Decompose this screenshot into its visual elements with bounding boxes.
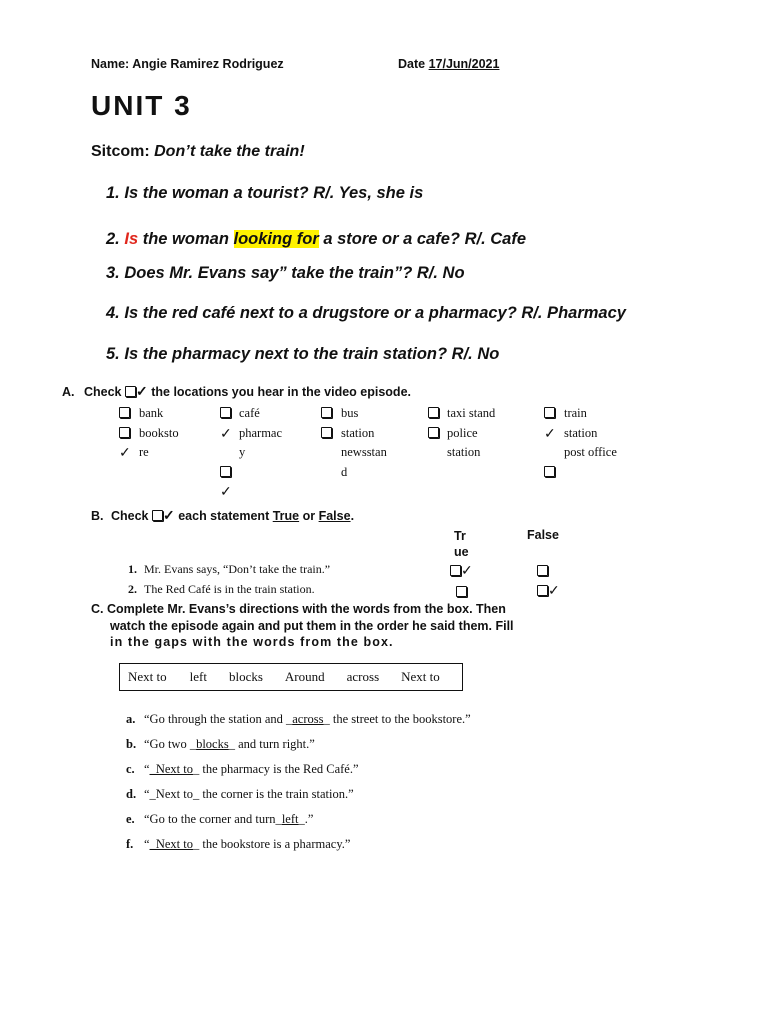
checkbox-icon[interactable] [119, 427, 130, 438]
checkmark-icon: ✓ [163, 507, 175, 523]
question-text: Is the woman a tourist? R/. Yes, she is [124, 184, 424, 202]
item-text: “Go two _ [144, 737, 197, 751]
location-label: station [341, 425, 375, 440]
checkbox-icon[interactable] [220, 466, 231, 477]
sitcom-label: Sitcom: [91, 143, 150, 160]
name-label: Name: [91, 57, 130, 71]
statement-text: Mr. Evans says, “Don’t take the train.” [144, 562, 331, 576]
item-text: “ [144, 837, 150, 851]
question-number: 2. [106, 230, 120, 248]
question-number: 3. [106, 264, 120, 282]
word-box [119, 663, 463, 691]
location-label: café [239, 406, 260, 420]
item-text: _.” [298, 812, 314, 826]
student-name [91, 57, 284, 71]
checkmark-icon: ✓ [548, 582, 560, 598]
statement-1 [128, 562, 330, 577]
section-b-heading [91, 507, 354, 524]
checkmark-icon: ✓ [544, 424, 556, 441]
direction-b [126, 737, 315, 752]
question-4 [106, 304, 626, 323]
word-option: Around [284, 669, 325, 684]
section-b-pre: Check [110, 509, 149, 523]
checkbox-icon[interactable] [537, 565, 548, 576]
direction-a [126, 712, 471, 727]
checkbox-icon[interactable] [450, 565, 461, 576]
word-option: Next to [128, 669, 167, 684]
item-letter: e. [126, 812, 135, 826]
location-label: taxi stand [447, 406, 496, 420]
item-letter: f. [126, 837, 134, 851]
instruction-line: C. Complete Mr. Evans’s directions with the words from the box. Then [91, 602, 506, 616]
checkmark-icon: ✓ [220, 483, 232, 499]
item-answer[interactable]: blocks [196, 737, 229, 751]
question-number: 1. [106, 184, 120, 202]
section-letter: A. [62, 385, 75, 399]
question-1 [106, 184, 423, 203]
section-letter: B. [91, 509, 104, 523]
section-a-post: the locations you hear in the video episode. [151, 385, 411, 399]
true-header-line: ue [454, 545, 469, 559]
checkbox-icon[interactable] [456, 586, 467, 597]
question-2 [106, 230, 526, 249]
date-value: 17/Jun/2021 [428, 57, 500, 71]
col1-marks [119, 404, 131, 463]
checkbox-icon[interactable] [544, 407, 555, 418]
location-label: d [341, 464, 348, 479]
location-label: police [447, 425, 478, 440]
item-answer[interactable]: _Next to [149, 762, 193, 776]
checkmark-icon: ✓ [119, 444, 131, 460]
item-text: _ the bookstore is a pharmacy.” [192, 837, 351, 851]
location-label: station [447, 445, 481, 459]
checkbox-icon[interactable] [544, 466, 555, 477]
section-c-instructions [91, 601, 514, 651]
col5-marks [544, 404, 556, 482]
locations-col-4 [447, 404, 495, 463]
checkbox-icon[interactable] [321, 407, 332, 418]
or-word: or [302, 509, 316, 523]
location-label: pharmac [239, 425, 283, 440]
question-text: Is the red café next to a drugstore or a pharmacy? R/. Pharmacy [124, 304, 626, 322]
sitcom-title: Don’t take the train! [154, 143, 305, 160]
item-letter: a. [126, 712, 136, 726]
false-word: False [318, 509, 351, 523]
col2-marks [220, 404, 232, 502]
section-a-pre: Check [83, 385, 122, 399]
true-word: True [272, 509, 300, 523]
directions-list [126, 712, 546, 862]
checkmark-icon: ✓ [461, 562, 473, 578]
statement-number: 1. [128, 562, 137, 576]
direction-f [126, 837, 350, 852]
item-letter: d. [126, 787, 137, 801]
location-label: newsstan [341, 445, 387, 459]
item-text: “_Next to_ the corner is the train station.” [144, 787, 354, 801]
checkbox-icon [152, 510, 163, 521]
location-label: bus [341, 406, 359, 420]
item-text: “Go through the station and _ [144, 712, 293, 726]
question-number: 4. [106, 304, 120, 322]
item-text: “Go to the corner and turn_ [144, 812, 282, 826]
question-text: a store or a cafe? R/. Cafe [323, 230, 527, 248]
word-option: Next to [401, 669, 440, 684]
checkbox-icon [125, 386, 136, 397]
item-answer[interactable]: across [292, 712, 324, 726]
question-text: Is the pharmacy next to the train station? R/. No [124, 345, 500, 363]
location-label: bank [139, 406, 164, 420]
locations-col-1 [139, 404, 179, 463]
item-text: _ the pharmacy is the Red Café.” [192, 762, 359, 776]
locations-col-5 [564, 404, 617, 463]
date [398, 57, 499, 71]
instruction-line: watch the episode again and put them in the order he said them. Fill [110, 618, 514, 633]
col3-marks [321, 404, 332, 443]
item-answer[interactable]: left [281, 812, 299, 826]
question-5 [106, 345, 499, 364]
location-label: train [564, 406, 587, 420]
unit-title: UNIT 3 [91, 90, 192, 121]
question-number: 5. [106, 345, 120, 363]
checkbox-icon[interactable] [220, 407, 231, 418]
statement-1-false[interactable] [537, 562, 548, 580]
direction-c [126, 762, 359, 777]
item-letter: b. [126, 737, 137, 751]
word-option: blocks [228, 669, 263, 684]
true-header-line: Tr [454, 529, 466, 543]
locations-col-2 [239, 404, 282, 463]
sitcom-heading [91, 143, 305, 161]
question-3 [106, 264, 465, 283]
checkbox-icon[interactable] [428, 407, 439, 418]
statement-text: The Red Café is in the train station. [144, 582, 315, 596]
item-text: “ [144, 762, 150, 776]
location-label: y [239, 445, 246, 459]
checkmark-icon: ✓ [136, 383, 148, 399]
statement-1-true[interactable] [450, 562, 473, 580]
word-option: left [189, 669, 207, 684]
item-text: _ and turn right.” [228, 737, 315, 751]
checkbox-icon[interactable] [428, 427, 439, 438]
locations-col-3 [341, 404, 387, 482]
item-answer[interactable]: _Next to [149, 837, 193, 851]
location-label: post office [564, 445, 617, 459]
location-label: re [139, 445, 149, 459]
date-label: Date [398, 57, 426, 71]
col4-marks [428, 404, 439, 443]
true-header [454, 528, 469, 560]
location-label: station [564, 425, 598, 440]
section-a-heading [62, 383, 411, 400]
checkbox-icon[interactable] [321, 427, 332, 438]
checkmark-icon: ✓ [220, 424, 232, 441]
checkbox-icon[interactable] [537, 585, 548, 596]
item-text: _ the street to the bookstore.” [323, 712, 471, 726]
checkbox-icon[interactable] [119, 407, 130, 418]
statement-number: 2. [128, 582, 137, 596]
item-letter: c. [126, 762, 135, 776]
statement-2-true[interactable] [456, 583, 467, 601]
word-option: across [346, 669, 380, 684]
section-b-post: each statement [178, 509, 270, 523]
question-highlight: looking for [233, 230, 319, 248]
statement-2-false[interactable] [537, 582, 560, 600]
question-red-word: Is [124, 230, 139, 248]
location-label: booksto [139, 425, 179, 440]
instruction-line: in the gaps with the words from the box. [110, 635, 394, 649]
direction-e [126, 812, 313, 827]
name-value: Angie Ramirez Rodriguez [132, 57, 284, 71]
statement-2 [128, 582, 315, 597]
heading-dot: . [350, 509, 355, 523]
direction-d [126, 787, 354, 802]
false-header: False [527, 528, 559, 542]
question-text: Does Mr. Evans say” take the train”? R/. No [124, 264, 465, 282]
question-text: the woman [142, 230, 229, 248]
